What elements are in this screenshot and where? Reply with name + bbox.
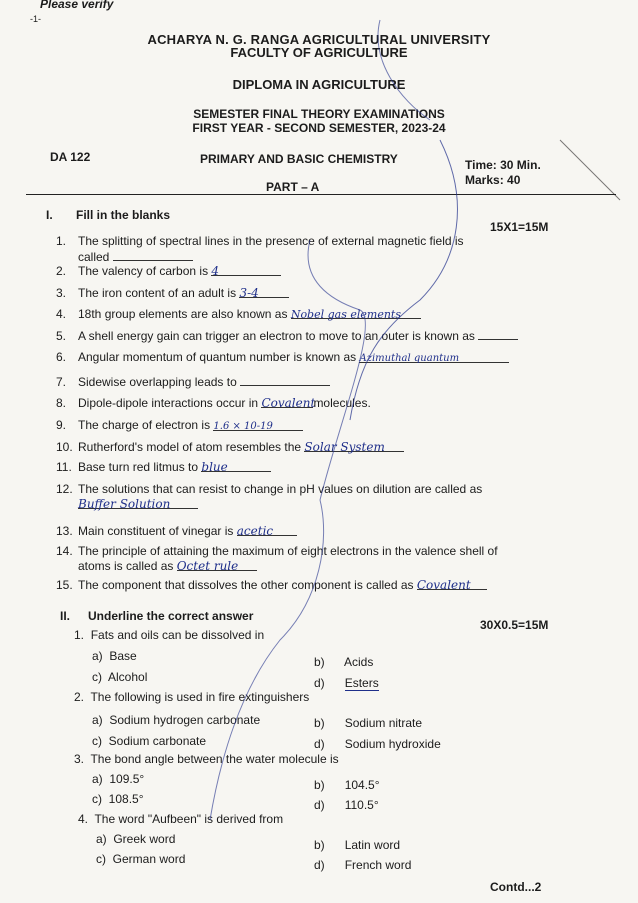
mcq-4-option-d[interactable]: d) French word xyxy=(314,858,412,872)
verify-note: Please verify xyxy=(40,0,114,11)
exam-name: SEMESTER FINAL THEORY EXAMINATIONS xyxy=(193,107,445,121)
mcq-1-option-c[interactable]: c) Alcohol xyxy=(92,670,148,684)
fill-question-3: 3. The iron content of an adult is 3-4 xyxy=(56,286,556,301)
section1-roman: I. xyxy=(46,208,53,222)
mcq-1-option-a[interactable]: a) Base xyxy=(92,649,137,663)
answer-9: 1.6 × 10-19 xyxy=(213,419,303,431)
mcq-2: 2. The following is used in fire extinguishers xyxy=(74,690,310,704)
time-label: Time: 30 Min. xyxy=(465,158,541,172)
semester-label: FIRST YEAR - SECOND SEMESTER, 2023-24 xyxy=(192,121,446,135)
answer-6: Azimuthal quantum xyxy=(359,351,509,363)
mcq-3-option-a[interactable]: a) 109.5° xyxy=(92,772,145,786)
mcq-2-option-d[interactable]: d) Sodium hydroxide xyxy=(314,737,441,751)
answer-12: Buffer Solution xyxy=(78,497,198,509)
mcq-1: 1. Fats and oils can be dissolved in xyxy=(74,628,265,642)
answer-15: Covalent xyxy=(417,578,487,590)
answer-11: blue xyxy=(201,460,271,472)
marks-label: Marks: 40 xyxy=(465,173,521,187)
section1-marks: 15X1=15M xyxy=(490,220,549,234)
mcq-4-option-a[interactable]: a) Greek word xyxy=(96,832,176,846)
mcq-3-option-b[interactable]: b) 104.5° xyxy=(314,778,380,792)
mcq-3-option-c[interactable]: c) 108.5° xyxy=(92,792,144,806)
fill-question-11: 11. Base turn red litmus to blue xyxy=(56,460,556,475)
faculty-name: FACULTY OF AGRICULTURE xyxy=(230,45,408,60)
fill-question-8: 8. Dipole-dipole interactions occur in Covalentmolecules. xyxy=(56,396,371,410)
mcq-1-option-b[interactable]: b) Acids xyxy=(314,655,374,669)
fill-question-7: 7. Sidewise overlapping leads to xyxy=(56,374,556,390)
fill-question-9: 9. The charge of electron is 1.6 × 10-19 xyxy=(56,418,556,433)
answer-3: 3-4 xyxy=(239,286,289,298)
mcq-4-option-c[interactable]: c) German word xyxy=(96,852,186,866)
section1-title: Fill in the blanks xyxy=(76,208,171,222)
fill-question-1: 1. The splitting of spectral lines in the presence of external magnetic field is called xyxy=(56,234,464,264)
mcq-1-option-d[interactable]: d) Esters xyxy=(314,676,379,690)
answer-8: Covalent xyxy=(261,396,316,410)
course-code: DA 122 xyxy=(50,150,91,164)
fill-question-13: 13. Main constituent of vinegar is acetic xyxy=(56,524,556,539)
mcq-2-option-b[interactable]: b) Sodium nitrate xyxy=(314,716,423,730)
fill-question-10: 10. Rutherford's model of atom resembles the Solar System xyxy=(56,440,556,455)
mcq-2-option-a[interactable]: a) Sodium hydrogen carbonate xyxy=(92,713,261,727)
answer-13: acetic xyxy=(237,524,297,536)
part-label: PART – A xyxy=(266,180,320,194)
contd-label: Contd...2 xyxy=(490,880,542,894)
section2-marks: 30X0.5=15M xyxy=(480,618,549,632)
section2-title: Underline the correct answer xyxy=(88,609,254,623)
mcq-4: 4. The word "Aufbeen" is derived from xyxy=(78,812,284,826)
program-name: DIPLOMA IN AGRICULTURE xyxy=(232,77,406,92)
fill-question-5: 5. A shell energy gain can trigger an electron to move to an outer is known as xyxy=(56,328,616,344)
mcq-3-option-d[interactable]: d) 110.5° xyxy=(314,798,379,812)
fill-question-4: 4. 18th group elements are also known as Nobel gas elements xyxy=(56,307,556,322)
university-name: ACHARYA N. G. RANGA AGRICULTURAL UNIVERSITY xyxy=(147,32,491,47)
fill-question-6: 6. Angular momentum of quantum number is known as Azimuthal quantum xyxy=(56,350,616,365)
course-title: PRIMARY AND BASIC CHEMISTRY xyxy=(200,152,398,166)
mcq-4-option-b[interactable]: b) Latin word xyxy=(314,838,401,852)
answer-10: Solar System xyxy=(304,440,404,452)
page-marker: -1- xyxy=(30,14,41,24)
mcq-2-option-c[interactable]: c) Sodium carbonate xyxy=(92,734,207,748)
mcq-3: 3. The bond angle between the water molecule is xyxy=(74,752,339,766)
section2-roman: II. xyxy=(60,609,71,623)
header-divider xyxy=(26,194,616,195)
fill-question-15: 15. The component that dissolves the other component is called as Covalent xyxy=(56,578,616,593)
answer-2: 4 xyxy=(211,264,281,276)
answer-14: Octet rule xyxy=(177,559,257,571)
fill-question-2: 2. The valency of carbon is 4 xyxy=(56,264,556,279)
answer-4: Nobel gas elements xyxy=(291,307,421,319)
fill-question-12: 12. The solutions that can resist to change in pH values on dilution are called as Buffer Solution xyxy=(56,482,483,511)
fill-question-14: 14. The principle of attaining the maximum of eight electrons in the valence shell of atoms is called as Octet rule xyxy=(56,544,498,573)
